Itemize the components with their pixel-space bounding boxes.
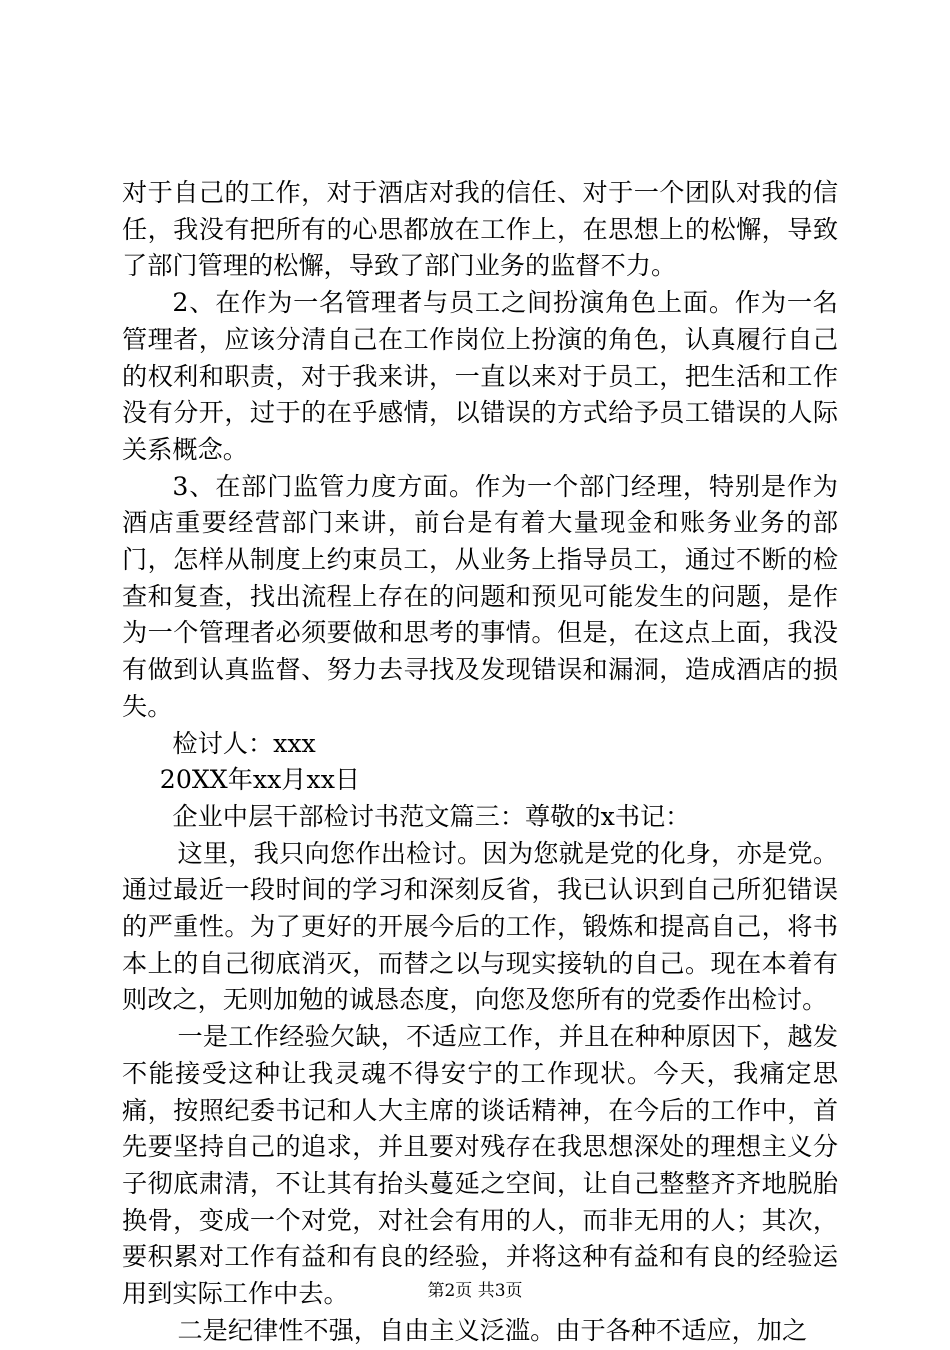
paragraph-4: 这里，我只向您作出检讨。因为您就是党的化身，亦是党。通过最近一段时间的学习和深刻反省，我已认识到自己所犯错误的严重性。为了更好的开展今后的工作，锻炼和提高自己，将书本上的自己彻底消灭，而替之以与现实接轨的自己。现在本着有则改之，无则加勉的诚恳态度，向您及您所有的党委作出检讨。 [122, 838, 838, 1015]
signature-line: 检讨人：xxx [172, 728, 316, 758]
page-footer: 第2页 共3页 [427, 1281, 523, 1301]
section-heading: 企业中层干部检讨书范文篇三：尊敬的x书记： [172, 801, 691, 831]
date-line: 20XX年xx月xx日 [159, 765, 361, 795]
paragraph-5: 一是工作经验欠缺，不适应工作，并且在种种原因下，越发不能接受这种让我灵魂不得安宁的工作现状。今天，我痛定思痛，按照纪委书记和人大主席的谈话精神，在今后的工作中，首先要坚持自己的追求，并且要对残存在我思想深处的理想主义分子彻底肃清，不让其有抬头蔓延之空间，让自己整整齐齐地脱胎换骨，变成一个对党，对社会有用的人，而非无用的人；其次，要积累对工作有益和有良的经验，并将这种有益和有良的经验运用到实际工作中去。 [122, 1022, 838, 1309]
document-body [122, 175, 838, 1350]
paragraph-1: 对于自己的工作，对于酒店对我的信任、对于一个团队对我的信任，我没有把所有的心思都放在工作上，在思想上的松懈，导致了部门管理的松懈，导致了部门业务的监督不力。 [122, 178, 838, 281]
paragraph-6: 二是纪律性不强，自由主义泛滥。由于各种不适应，加之 [177, 1315, 808, 1345]
paragraph-3: 3、在部门监管力度方面。作为一个部门经理，特别是作为酒店重要经营部门来讲，前台是有着大量现金和账务业务的部门，怎样从制度上约束员工，从业务上指导员工，通过不断的检查和复查，找出流程上存在的问题和预见可能发生的问题，是作为一个管理者必须要做和思考的事情。但是，在这点上面，我没有做到认真监督、努力去寻找及发现错误和漏洞，造成酒店的损失。 [122, 471, 838, 721]
paragraph-2: 2、在作为一名管理者与员工之间扮演角色上面。作为一名管理者，应该分清自己在工作岗位上扮演的角色，认真履行自己的权利和职责，对于我来讲，一直以来对于员工，把生活和工作没有分开，过于的在乎感情，以错误的方式给予员工错误的人际关系概念。 [122, 288, 838, 464]
